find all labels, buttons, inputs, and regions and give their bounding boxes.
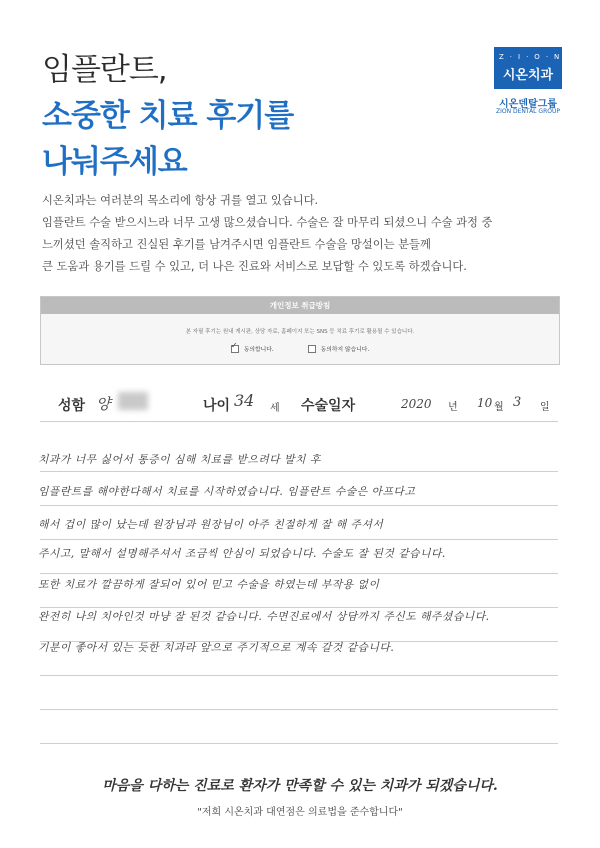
review-line: 해서 겁이 많이 났는데 원장님과 원장님이 아주 친절하게 잘 해 주셔서 — [38, 518, 384, 531]
age-value: 34 — [234, 391, 255, 410]
rule-line — [40, 421, 558, 422]
page-title-line1: 임플란트, — [42, 52, 167, 88]
name-value: 양 — [96, 395, 111, 413]
intro-paragraph — [42, 190, 562, 278]
disagree-checkbox[interactable] — [308, 345, 316, 353]
privacy-box — [40, 296, 560, 365]
agree-option[interactable] — [231, 344, 274, 353]
review-line: 주시고, 말해서 설명해주셔서 조금씩 안심이 되었습니다. 수술도 잘 된것 같습니다. — [38, 547, 446, 560]
disagree-option[interactable] — [308, 344, 369, 353]
date-month: 10 — [477, 396, 493, 410]
review-line: 완전히 나의 치아인것 마냥 잘 된것 같습니다. 수면진료에서 상담까지 주신도 해주셨습니다. — [38, 610, 490, 623]
review-line: 치과가 너무 싫어서 통증이 심해 치료를 받으려다 발치 후 — [38, 453, 321, 466]
intro-line: 느끼셨던 솔직하고 진실된 후기를 남겨주시면 임플란트 수술을 망설이는 분들께 — [42, 238, 431, 251]
logo-group-name: 시온덴탈그룹 — [499, 99, 557, 110]
rule-line — [40, 471, 558, 472]
intro-line: 큰 도움과 용기를 드릴 수 있고, 더 나은 진료와 서비스로 보답할 수 있도록 하겠습니다. — [42, 260, 467, 273]
intro-line: 임플란트 수술 받으시느라 너무 고생 많으셨습니다. 수술은 잘 마무리 되셨으니 수술 과정 중 — [42, 216, 493, 229]
page-title-line3: 나눠주세요 — [42, 144, 187, 180]
age-label: 나이 — [203, 398, 231, 414]
logo-zion-text: Z·I·O·N — [499, 53, 566, 61]
date-label: 수술일자 — [301, 398, 356, 414]
agree-checkbox[interactable] — [231, 345, 239, 353]
disagree-label: 동의하지 않습니다. — [320, 347, 370, 353]
privacy-options — [41, 344, 559, 353]
rule-line — [40, 709, 558, 710]
page-title-line2: 소중한 치료 후기를 — [42, 98, 294, 134]
rule-line — [40, 539, 558, 540]
age-unit: 세 — [270, 403, 280, 414]
rule-line — [40, 607, 558, 608]
date-day: 3 — [513, 395, 522, 410]
review-line: 또한 치료가 깔끔하게 잘되어 있어 믿고 수술을 하였는데 부작용 없이 — [38, 578, 380, 591]
review-line: 임플란트를 해야한다해서 치료를 시작하였습니다. 임플란트 수술은 아프다고 — [38, 485, 416, 498]
intro-line: 시온치과는 여러분의 목소리에 항상 귀를 열고 있습니다. — [42, 194, 319, 207]
date-year-unit: 년 — [448, 402, 458, 413]
footer-slogan: 마음을 다하는 진료로 환자가 만족할 수 있는 치과가 되겠습니다. — [102, 778, 498, 794]
date-month-unit: 월 — [494, 402, 504, 413]
rule-line — [40, 573, 558, 574]
name-label: 성함 — [58, 398, 86, 414]
date-year: 2020 — [401, 397, 432, 411]
rule-line — [40, 505, 558, 506]
date-day-unit: 일 — [540, 402, 550, 413]
name-redaction — [118, 392, 148, 410]
logo-clinic-name: 시온치과 — [502, 68, 554, 83]
logo-group-english: ZION DENTAL GROUP — [495, 108, 560, 115]
footer-note: "저희 시온치과 대연점은 의료법을 준수합니다" — [197, 807, 403, 818]
agree-label: 동의합니다. — [243, 347, 274, 353]
clinic-logo — [494, 47, 566, 89]
privacy-text: 본 자필 후기는 원내 게시판, 상담 자료, 홈페이지 또는 SNS 등 치료 후기로 활용될 수 있습니다. — [185, 329, 415, 335]
privacy-heading: 개인정보 취급방침 — [41, 297, 559, 314]
rule-line — [40, 675, 558, 676]
review-line: 기분이 좋아서 있는 듯한 치과라 앞으로 주기적으로 계속 갈것 같습니다. — [38, 641, 395, 654]
rule-line — [40, 743, 558, 744]
